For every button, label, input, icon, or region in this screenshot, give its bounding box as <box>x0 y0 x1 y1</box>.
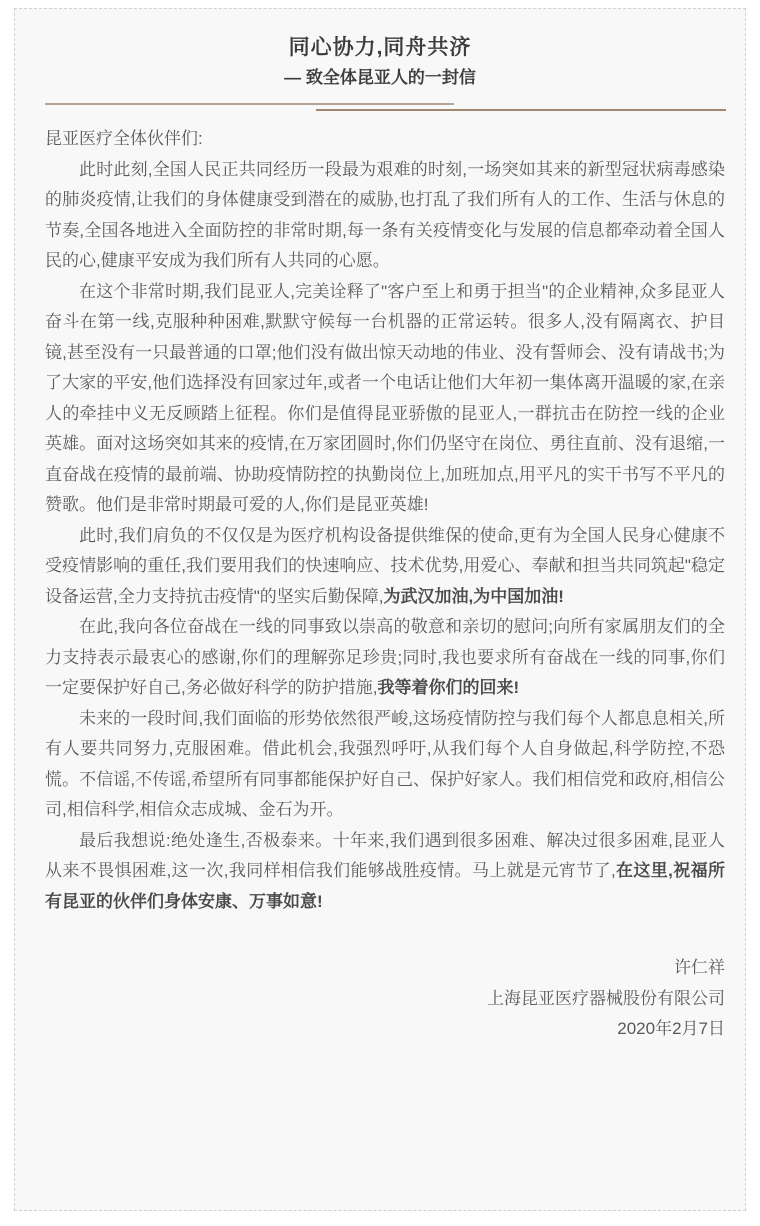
signature-date: 2020年2月7日 <box>617 1019 725 1038</box>
text-segment: 未来的一段时间,我们面临的形势依然很严峻,这场疫情防控与我们每个人都息息相关,所有人要共同努力,克服困难。借此机会,我强烈呼吁,从我们每个人自身做起,科学防控,不恐慌。不信谣,不传谣,希望所有同事都能保护好自己、保护好家人。我们相信党和政府,相信公司,相信科学,相信众志成城、金石为开。 <box>45 708 725 819</box>
letter-paragraph <box>45 155 725 277</box>
title-divider <box>15 103 745 111</box>
letter-paragraph <box>45 826 725 918</box>
signature-company: 上海昆亚医疗器械股份有限公司 <box>487 988 725 1008</box>
letter-title: 同心协力,同舟共济 <box>288 36 472 59</box>
signature-name: 许仁祥 <box>674 958 725 977</box>
divider-line-bottom <box>316 109 726 111</box>
letter-subtitle: — 致全体昆亚人的一封信 <box>284 68 476 87</box>
letter-paragraph <box>45 521 725 613</box>
bold-text-segment: 为武汉加油,为中国加油! <box>383 586 564 606</box>
bold-text-segment: 在这里,祝福所有昆亚的伙伴们身体安康、万事如意! <box>45 861 725 911</box>
text-segment: 在此,我向各位奋战在一线的同事致以崇高的敬意和亲切的慰问;向所有家属朋友们的全力支持表示最衷心的感谢,你们的理解弥足珍贵;同时,我也要求所有奋战在一线的同事,你们一定要保护好自己,务必做好科学的防护措施, <box>45 617 725 697</box>
text-segment: 最后我想说:绝处逢生,否极泰来。十年来,我们遇到很多困难、解决过很多困难,昆亚人从来不畏惧困难,这一次,我同样相信我们能够战胜疫情。马上就是元宵节了, <box>45 830 725 880</box>
divider-line-top <box>45 103 454 105</box>
text-segment: 此时此刻,全国人民正共同经历一段最为艰难的时刻,一场突如其来的新型冠状病毒感染的肺炎疫情,让我们的身体健康受到潜在的威胁,也打乱了我们所有人的工作、生活与休息的节奏,全国各地进入全面防控的非常时期,每一条有关疫情变化与发展的信息都牵动着全国人民的心,健康平安成为我们所有人共同的心愿。 <box>45 159 725 270</box>
letter-paragraph <box>45 704 725 826</box>
letter-body <box>45 124 725 1045</box>
text-segment: 此时,我们肩负的不仅仅是为医疗机构设备提供维保的使命,更有为全国人民身心健康不受疫情影响的重任,我们要用我们的快速响应、技术优势,用爱心、奉献和担当共同筑起"稳定设备运营,全力支持抗击疫情"的坚实后勤保障, <box>45 525 725 606</box>
salutation: 昆亚医疗全体伙伴们: <box>45 129 203 148</box>
text-segment: 在这个非常时期,我们昆亚人,完美诠释了"客户至上和勇于担当"的企业精神,众多昆亚人奋斗在第一线,克服种种困难,默默守候每一台机器的正常运转。很多人,没有隔离衣、护目镜,甚至没有一只最普通的口罩;他们没有做出惊天动地的伟业、没有誓师会、没有请战书;为了大家的平安,他们选择没有回家过年,或者一个电话让他们大年初一集体离开温暖的家,在亲人的牵挂中义无反顾踏上征程。你们是值得昆亚骄傲的昆亚人,一群抗击在防控一线的企业英雄。面对这场突如其来的疫情,在万家团圆时,你们仍坚守在岗位、勇往直前、没有退缩,一直奋战在疫情的最前端、协助疫情防控的执勤岗位上,加班加点,用平凡的实干书写不平凡的赞歌。他们是非常时期最可爱的人,你们是昆亚英雄! <box>45 281 725 514</box>
bold-text-segment: 我等着你们的回来! <box>377 678 520 697</box>
letter-frame <box>14 8 746 1211</box>
letter-paragraph <box>45 612 725 704</box>
letter-paragraph <box>45 277 725 521</box>
signature-block <box>45 953 725 1045</box>
paragraphs-container <box>45 155 725 918</box>
